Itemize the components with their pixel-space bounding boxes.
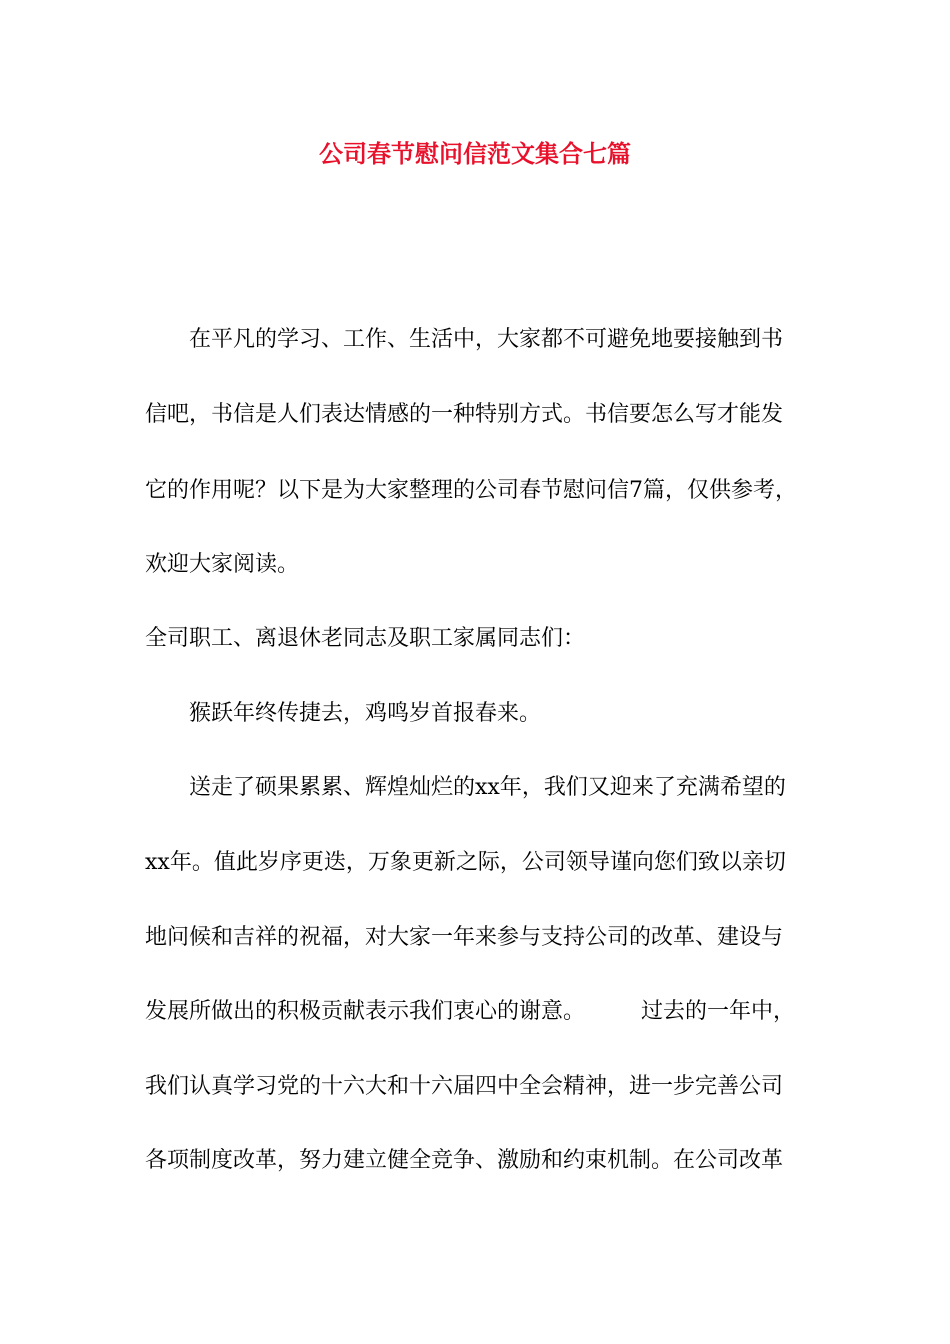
paragraph-line: 送走了硕果累累、辉煌灿烂的xx年，我们又迎来了充满希望的 — [189, 775, 786, 800]
paragraph-line: 发展所做出的积极贡献表示我们衷心的谢意。 过去的一年中， — [145, 999, 795, 1024]
paragraph-line: 地问候和吉祥的祝福，对大家一年来参与支持公司的改革、建设与 — [145, 925, 784, 950]
paragraph-line: 欢迎大家阅读。 — [145, 552, 300, 577]
paragraph-line: xx年。值此岁序更迭，万象更新之际，公司领导谨向您们致以亲切 — [145, 850, 786, 875]
paragraph-line: 在平凡的学习、工作、生活中，大家都不可避免地要接触到书 — [189, 327, 784, 352]
page-title: 公司春节慰问信范文集合七篇 — [319, 139, 631, 168]
paragraph-line: 我们认真学习党的十六大和十六届四中全会精神，进一步完善公司 — [145, 1074, 784, 1099]
salutation: 全司职工、离退休老同志及职工家属同志们： — [145, 626, 586, 651]
paragraph-line: 各项制度改革，努力建立健全竞争、激励和约束机制。在公司改革 — [145, 1148, 784, 1173]
paragraph-line: 信吧，书信是人们表达情感的一种特别方式。书信要怎么写才能发 — [145, 402, 784, 427]
paragraph-line: 它的作用呢？以下是为大家整理的公司春节慰问信7篇，仅供参考， — [145, 478, 797, 503]
paragraph-line: 猴跃年终传捷去，鸡鸣岁首报春来。 — [189, 701, 542, 726]
